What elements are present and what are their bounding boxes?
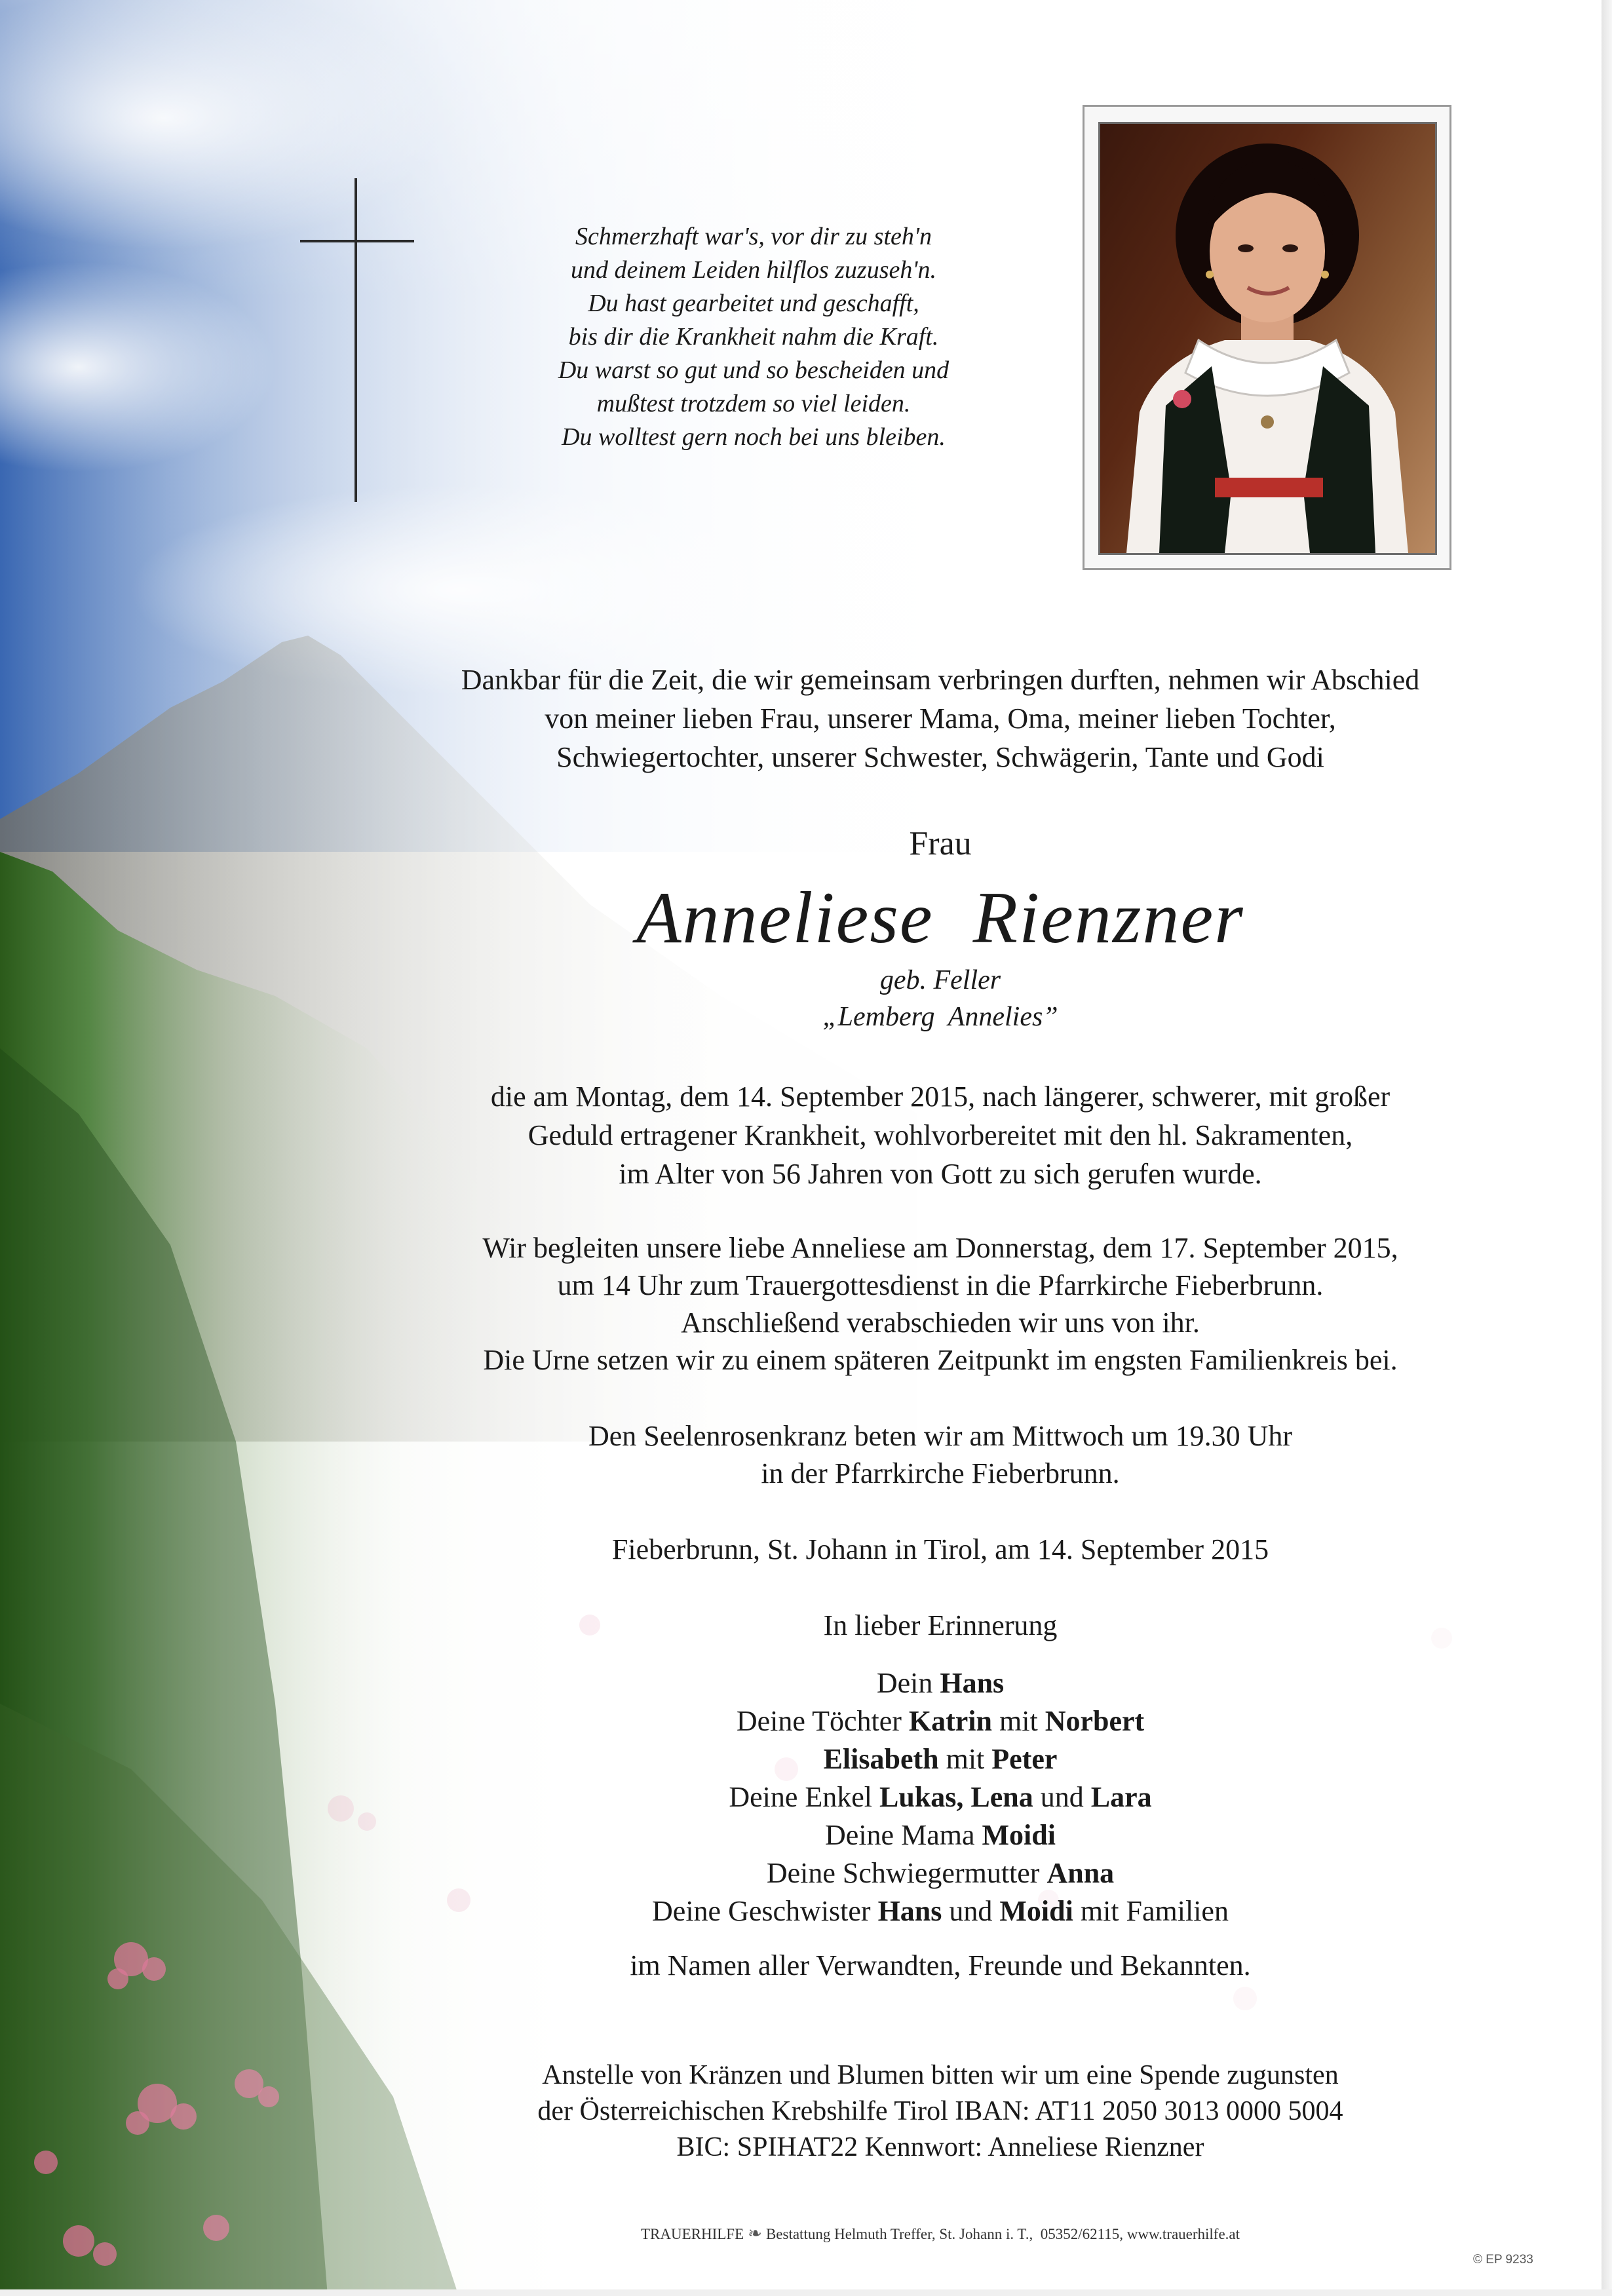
family-member-name: Hans [940, 1667, 1005, 1699]
footer-details: Bestattung Helmuth Treffer, St. Johann i. T., 05352/62115, www.trauerhilfe.at [765, 2226, 1240, 2242]
salutation: Frau [909, 825, 972, 862]
death-line: die am Montag, dem 14. September 2015, nach längerer, schwerer, mit großer [490, 1081, 1391, 1113]
family-text: Deine Schwiegermutter [766, 1857, 1047, 1889]
poem-line: mußtest trotzdem so viel leiden. [596, 390, 911, 417]
deceased-name-text: Anneliese Rienzner [636, 877, 1244, 959]
death-line: Geduld ertragener Krankheit, wohlvorbereitet mit den hl. Sakramenten, [528, 1119, 1353, 1151]
funeral-line: Die Urne setzen wir zu einem späteren Zeitpunkt im engsten Familienkreis bei. [483, 1344, 1398, 1376]
poem-line: Du wolltest gern noch bei uns bleiben. [562, 423, 946, 451]
family-member-name: Norbert [1045, 1705, 1145, 1737]
poem-line: bis dir die Krankheit nahm die Kraft. [568, 323, 939, 351]
family-member-name: Lukas, Lena [879, 1781, 1033, 1813]
intro-line: von meiner lieben Frau, unserer Mama, Oma, meiner lieben Tochter, [545, 702, 1336, 735]
document-code: © EP 9233 [1473, 2253, 1533, 2267]
family-text: Deine Töchter [736, 1705, 909, 1737]
funeral-details [347, 1229, 1533, 1379]
poem-line: Du warst so gut und so bescheiden und [558, 356, 950, 384]
family-line-mother-in-law [347, 1854, 1533, 1892]
portrait-illustration [1100, 124, 1435, 553]
family-member-name: Lara [1090, 1781, 1152, 1813]
family-member-name: Peter [991, 1743, 1058, 1775]
family-list [347, 1664, 1533, 1930]
place-date: Fieberbrunn, St. Johann in Tirol, am 14. September 2015 [611, 1533, 1269, 1565]
family-text: Deine Geschwister [652, 1895, 878, 1927]
page-edge-bottom [0, 2289, 1612, 2296]
funeral-line: Anschließend verabschieden wir uns von ihr. [681, 1307, 1200, 1339]
family-line-daughters [347, 1702, 1533, 1740]
family-line-siblings [347, 1892, 1533, 1930]
family-member-name: Moidi [982, 1819, 1056, 1851]
poem-line: Schmerzhaft war's, vor dir zu steh'n [575, 223, 932, 250]
intro-text [347, 660, 1533, 776]
nickname: „Lemberg Annelies” [822, 1002, 1058, 1032]
funeral-line: Wir begleiten unsere liebe Anneliese am Donnerstag, dem 17. September 2015, [482, 1232, 1398, 1264]
rosary-line: in der Pfarrkirche Fieberbrunn. [761, 1457, 1120, 1489]
ornament-icon: ❧ [748, 2224, 762, 2243]
rosary-details [347, 1417, 1533, 1492]
family-text: mit [992, 1705, 1045, 1737]
death-announcement [347, 1077, 1533, 1193]
family-member-name: Katrin [908, 1705, 992, 1737]
page-edge [1602, 0, 1612, 2296]
family-line-grandchildren [347, 1778, 1533, 1816]
donation-line: BIC: SPIHAT22 Kennwort: Anneliese Rienzner [676, 2132, 1204, 2162]
family-line-daughter-2 [347, 1740, 1533, 1778]
deceased-name [347, 875, 1533, 961]
family-line-husband [347, 1664, 1533, 1702]
memory-heading: In lieber Erinnerung [823, 1609, 1058, 1641]
family-text: mit [938, 1743, 992, 1775]
birth-name: geb. Feller [879, 965, 1001, 995]
donation-line: Anstelle von Kränzen und Blumen bitten wir um eine Spende zugunsten [542, 2060, 1339, 2090]
intro-line: Schwiegertochter, unserer Schwester, Schwägerin, Tante und Godi [556, 741, 1324, 773]
family-member-name: Moidi [999, 1895, 1073, 1927]
family-text: und [942, 1895, 1000, 1927]
portrait-photo [1098, 122, 1437, 555]
intro-line: Dankbar für die Zeit, die wir gemeinsam verbringen durften, nehmen wir Abschied [461, 664, 1420, 696]
family-text: Deine Mama [825, 1819, 982, 1851]
poem-line: und deinem Leiden hilflos zuzuseh'n. [570, 256, 937, 284]
funeral-line: um 14 Uhr zum Trauergottesdienst in die Pfarrkirche Fieberbrunn. [557, 1269, 1324, 1301]
birth-details [347, 962, 1533, 1035]
family-text: Dein [876, 1667, 940, 1699]
rosary-line: Den Seelenrosenkranz beten wir am Mittwoch um 19.30 Uhr [588, 1420, 1293, 1452]
memorial-poem [459, 220, 1048, 454]
family-closing: im Namen aller Verwandten, Freunde und Bekannten. [630, 1949, 1251, 1981]
family-member-name: Hans [877, 1895, 942, 1927]
family-member-name: Elisabeth [823, 1743, 939, 1775]
family-text: Deine Enkel [729, 1781, 880, 1813]
family-line-mother [347, 1816, 1533, 1854]
family-text: mit Familien [1073, 1895, 1229, 1927]
death-line: im Alter von 56 Jahren von Gott zu sich gerufen wurde. [619, 1158, 1262, 1190]
footer [347, 2224, 1533, 2244]
poem-line: Du hast gearbeitet und geschafft, [588, 290, 919, 317]
family-member-name: Anna [1046, 1857, 1115, 1889]
donation-line: der Österreichischen Krebshilfe Tirol IBAN: AT11 2050 3013 0000 5004 [537, 2096, 1343, 2126]
donation-request [347, 2057, 1533, 2166]
family-text: und [1033, 1781, 1091, 1813]
footer-brand: TRAUERHILFE [640, 2226, 744, 2242]
